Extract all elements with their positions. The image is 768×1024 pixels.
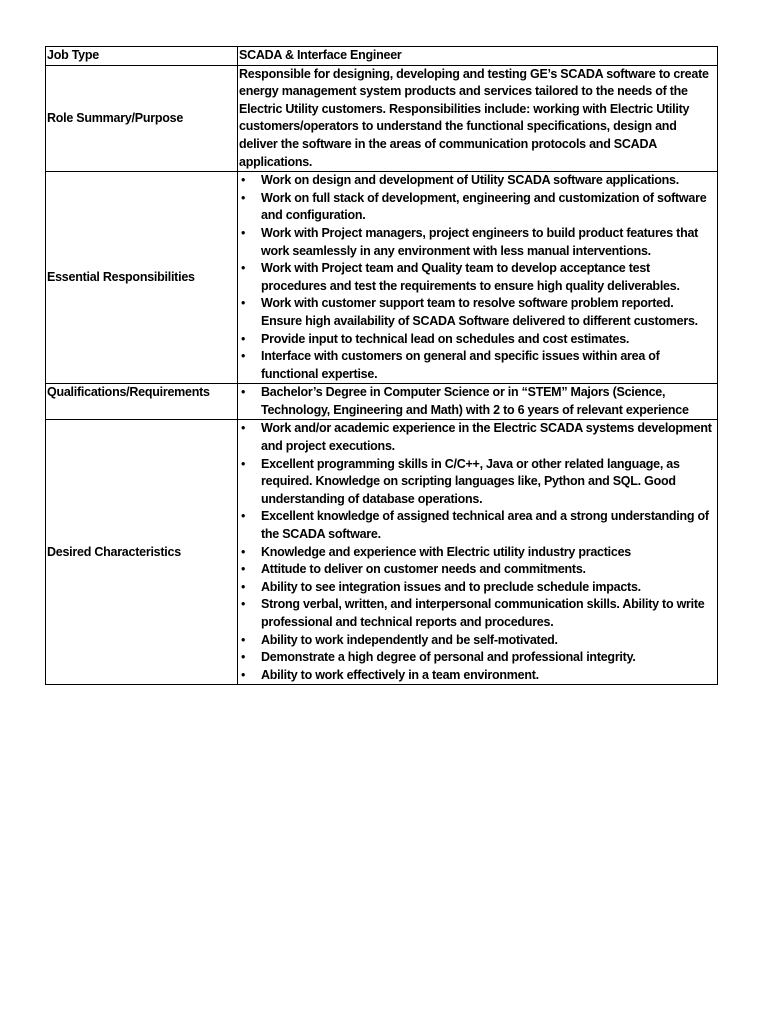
job-description-table bbox=[45, 46, 718, 685]
list-item: • Work with customer support team to resolve software problem reported. Ensure high availability of SCADA Software delivered to different customers. bbox=[239, 295, 716, 330]
list-item: • Ability to work independently and be self-motivated. bbox=[239, 632, 716, 650]
desired-characteristics-list bbox=[239, 420, 716, 684]
qualifications-list bbox=[239, 384, 716, 419]
list-item: • Work with Project managers, project engineers to build product features that work seamlessly in any environment with less manual interventions. bbox=[239, 225, 716, 260]
job-type-row bbox=[46, 47, 718, 66]
list-item: • Attitude to deliver on customer needs and commitments. bbox=[239, 561, 716, 579]
list-item: • Excellent programming skills in C/C++, Java or other related language, as required. Knowledge on scripting languages like, Python and SQL. Good understanding of database operations. bbox=[239, 456, 716, 509]
essential-responsibilities-label: Essential Responsibilities bbox=[46, 172, 238, 384]
list-item: • Bachelor’s Degree in Computer Science or in “STEM” Majors (Science, Technology, Engineering and Math) with 2 to 6 years of relevant experience bbox=[239, 384, 716, 419]
list-item: • Provide input to technical lead on schedules and cost estimates. bbox=[239, 331, 716, 349]
list-item: • Ability to work effectively in a team environment. bbox=[239, 667, 716, 685]
desired-characteristics-row bbox=[46, 420, 718, 685]
essential-responsibilities-list bbox=[239, 172, 716, 383]
desired-characteristics-label: Desired Characteristics bbox=[46, 420, 238, 685]
essential-responsibilities-cell bbox=[238, 172, 718, 384]
role-summary-text: Responsible for designing, developing and testing GE’s SCADA software to create energy management system products and services tailored to the needs of the Electric Utility customers. Responsibilities include: working with Electric Utility customers/operators to understand the functional specifications, design and deliver the software in the areas of communication protocols and SCADA applications. bbox=[238, 65, 718, 172]
list-item: • Work on design and development of Utility SCADA software applications. bbox=[239, 172, 716, 190]
qualifications-label: Qualifications/Requirements bbox=[46, 384, 238, 420]
list-item: • Knowledge and experience with Electric utility industry practices bbox=[239, 544, 716, 562]
qualifications-row bbox=[46, 384, 718, 420]
desired-characteristics-cell bbox=[238, 420, 718, 685]
role-summary-label: Role Summary/Purpose bbox=[46, 65, 238, 172]
list-item: • Interface with customers on general and specific issues within area of functional expertise. bbox=[239, 348, 716, 383]
list-item: • Work with Project team and Quality team to develop acceptance test procedures and test the requirements to ensure high quality deliverables. bbox=[239, 260, 716, 295]
list-item: • Demonstrate a high degree of personal and professional integrity. bbox=[239, 649, 716, 667]
list-item: • Work and/or academic experience in the Electric SCADA systems development and project executions. bbox=[239, 420, 716, 455]
list-item: • Ability to see integration issues and to preclude schedule impacts. bbox=[239, 579, 716, 597]
list-item: • Excellent knowledge of assigned technical area and a strong understanding of the SCADA software. bbox=[239, 508, 716, 543]
qualifications-cell bbox=[238, 384, 718, 420]
job-type-value: SCADA & Interface Engineer bbox=[238, 47, 718, 66]
job-type-label: Job Type bbox=[46, 47, 238, 66]
essential-responsibilities-row bbox=[46, 172, 718, 384]
role-summary-row bbox=[46, 65, 718, 172]
list-item: • Work on full stack of development, engineering and customization of software and configuration. bbox=[239, 190, 716, 225]
list-item: • Strong verbal, written, and interpersonal communication skills. Ability to write professional and technical reports and procedures. bbox=[239, 596, 716, 631]
